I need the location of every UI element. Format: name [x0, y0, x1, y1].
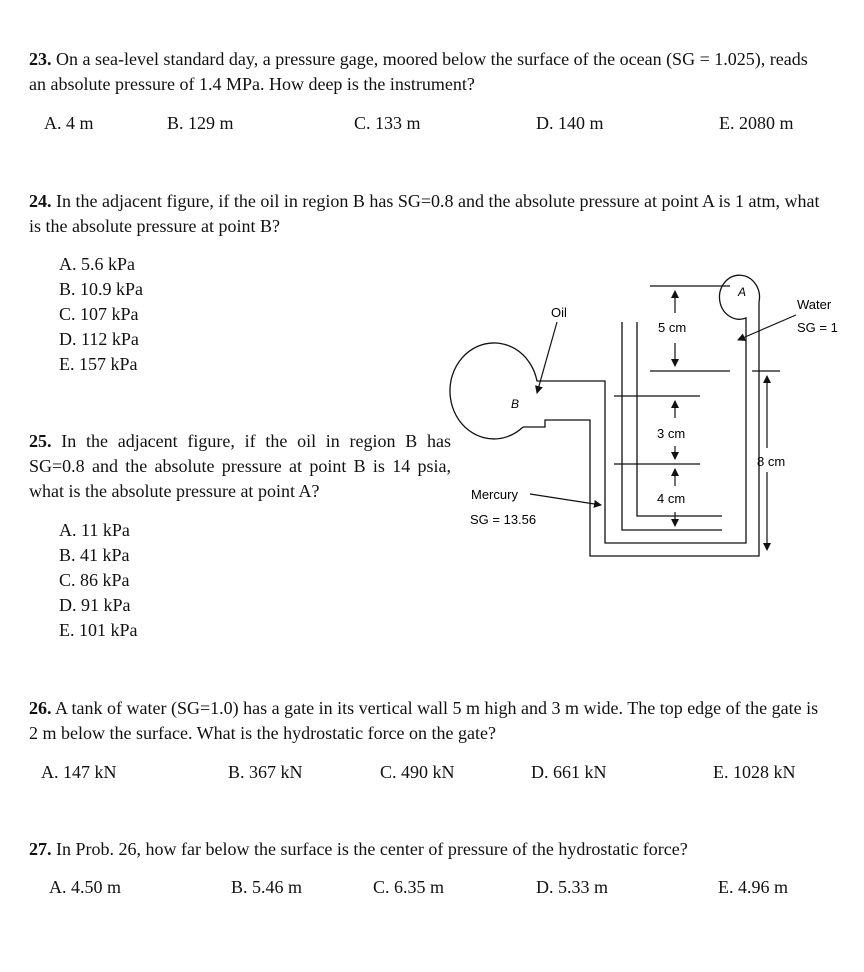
label-mercury: Mercury [471, 487, 518, 502]
label-b: B [511, 397, 520, 411]
question-24-text: In the adjacent figure, if the oil in region B has SG=0.8 and the absolute pressure at point A is 1 atm, what is the absolute pressure at point B? [29, 191, 820, 236]
q25-option-c: C. 86 kPa [59, 570, 130, 590]
tube-inner-wall [523, 302, 759, 556]
question-27 [29, 837, 829, 862]
q23-option-b: B. 129 m [167, 113, 234, 133]
q24-option-a: A. 5.6 kPa [59, 254, 135, 274]
oil-leader [537, 322, 557, 393]
q23-option-a: A. 4 m [44, 113, 94, 133]
q25-option-d: D. 91 kPa [59, 595, 131, 615]
water-leader [738, 315, 796, 340]
q27-option-d: D. 5.33 m [536, 877, 608, 897]
label-8cm: 8 cm [757, 454, 786, 469]
q25-option-b: B. 41 kPa [59, 545, 130, 565]
q24-option-e: E. 157 kPa [59, 354, 138, 374]
middle-right-leg [637, 322, 722, 516]
question-23-number: 23. [29, 49, 52, 69]
question-26 [29, 696, 829, 746]
label-water: Water [797, 297, 832, 312]
q24-option-c: C. 107 kPa [59, 304, 139, 324]
question-27-text: In Prob. 26, how far below the surface is the center of pressure of the hydrostatic force? [56, 839, 688, 859]
q23-option-c: C. 133 m [354, 113, 421, 133]
question-25-text: In the adjacent figure, if the oil in region B has SG=0.8 and the absolute pressure at point B is 14 psia, what is the absolute pressure at point A? [29, 431, 452, 501]
q26-option-d: D. 661 kN [531, 762, 607, 782]
q27-option-e: E. 4.96 m [718, 877, 788, 897]
q25-option-e: E. 101 kPa [59, 620, 138, 640]
q23-option-d: D. 140 m [536, 113, 604, 133]
q26-option-c: C. 490 kN [380, 762, 455, 782]
q27-option-a: A. 4.50 m [49, 877, 121, 897]
question-23-text: On a sea-level standard day, a pressure gage, moored below the surface of the ocean (SG = 1.025), reads an absolute pressure of 1.4 MPa. How deep is the instrument? [29, 49, 808, 94]
q26-option-a: A. 147 kN [41, 762, 117, 782]
q27-option-b: B. 5.46 m [231, 877, 303, 897]
q26-option-b: B. 367 kN [228, 762, 303, 782]
label-3cm: 3 cm [657, 426, 686, 441]
q27-option-c: C. 6.35 m [373, 877, 445, 897]
question-27-number: 27. [29, 839, 52, 859]
label-water-sg: SG = 1 [797, 320, 838, 335]
question-26-number: 26. [29, 698, 52, 718]
q23-option-e: E. 2080 m [719, 113, 794, 133]
q24-option-b: B. 10.9 kPa [59, 279, 144, 299]
question-24-number: 24. [29, 191, 52, 211]
label-4cm: 4 cm [657, 491, 686, 506]
label-5cm: 5 cm [658, 320, 687, 335]
q24-option-d: D. 112 kPa [59, 329, 139, 349]
q26-option-e: E. 1028 kN [713, 762, 796, 782]
label-mercury-sg: SG = 13.56 [470, 512, 537, 527]
q25-option-a: A. 11 kPa [59, 520, 130, 540]
label-oil: Oil [551, 305, 567, 320]
question-26-text: A tank of water (SG=1.0) has a gate in its vertical wall 5 m high and 3 m wide. The top edge of the gate is 2 m below the surface. What is the hydrostatic force on the gate? [29, 698, 819, 743]
label-a: A [738, 285, 747, 299]
question-25-number: 25. [29, 431, 52, 451]
